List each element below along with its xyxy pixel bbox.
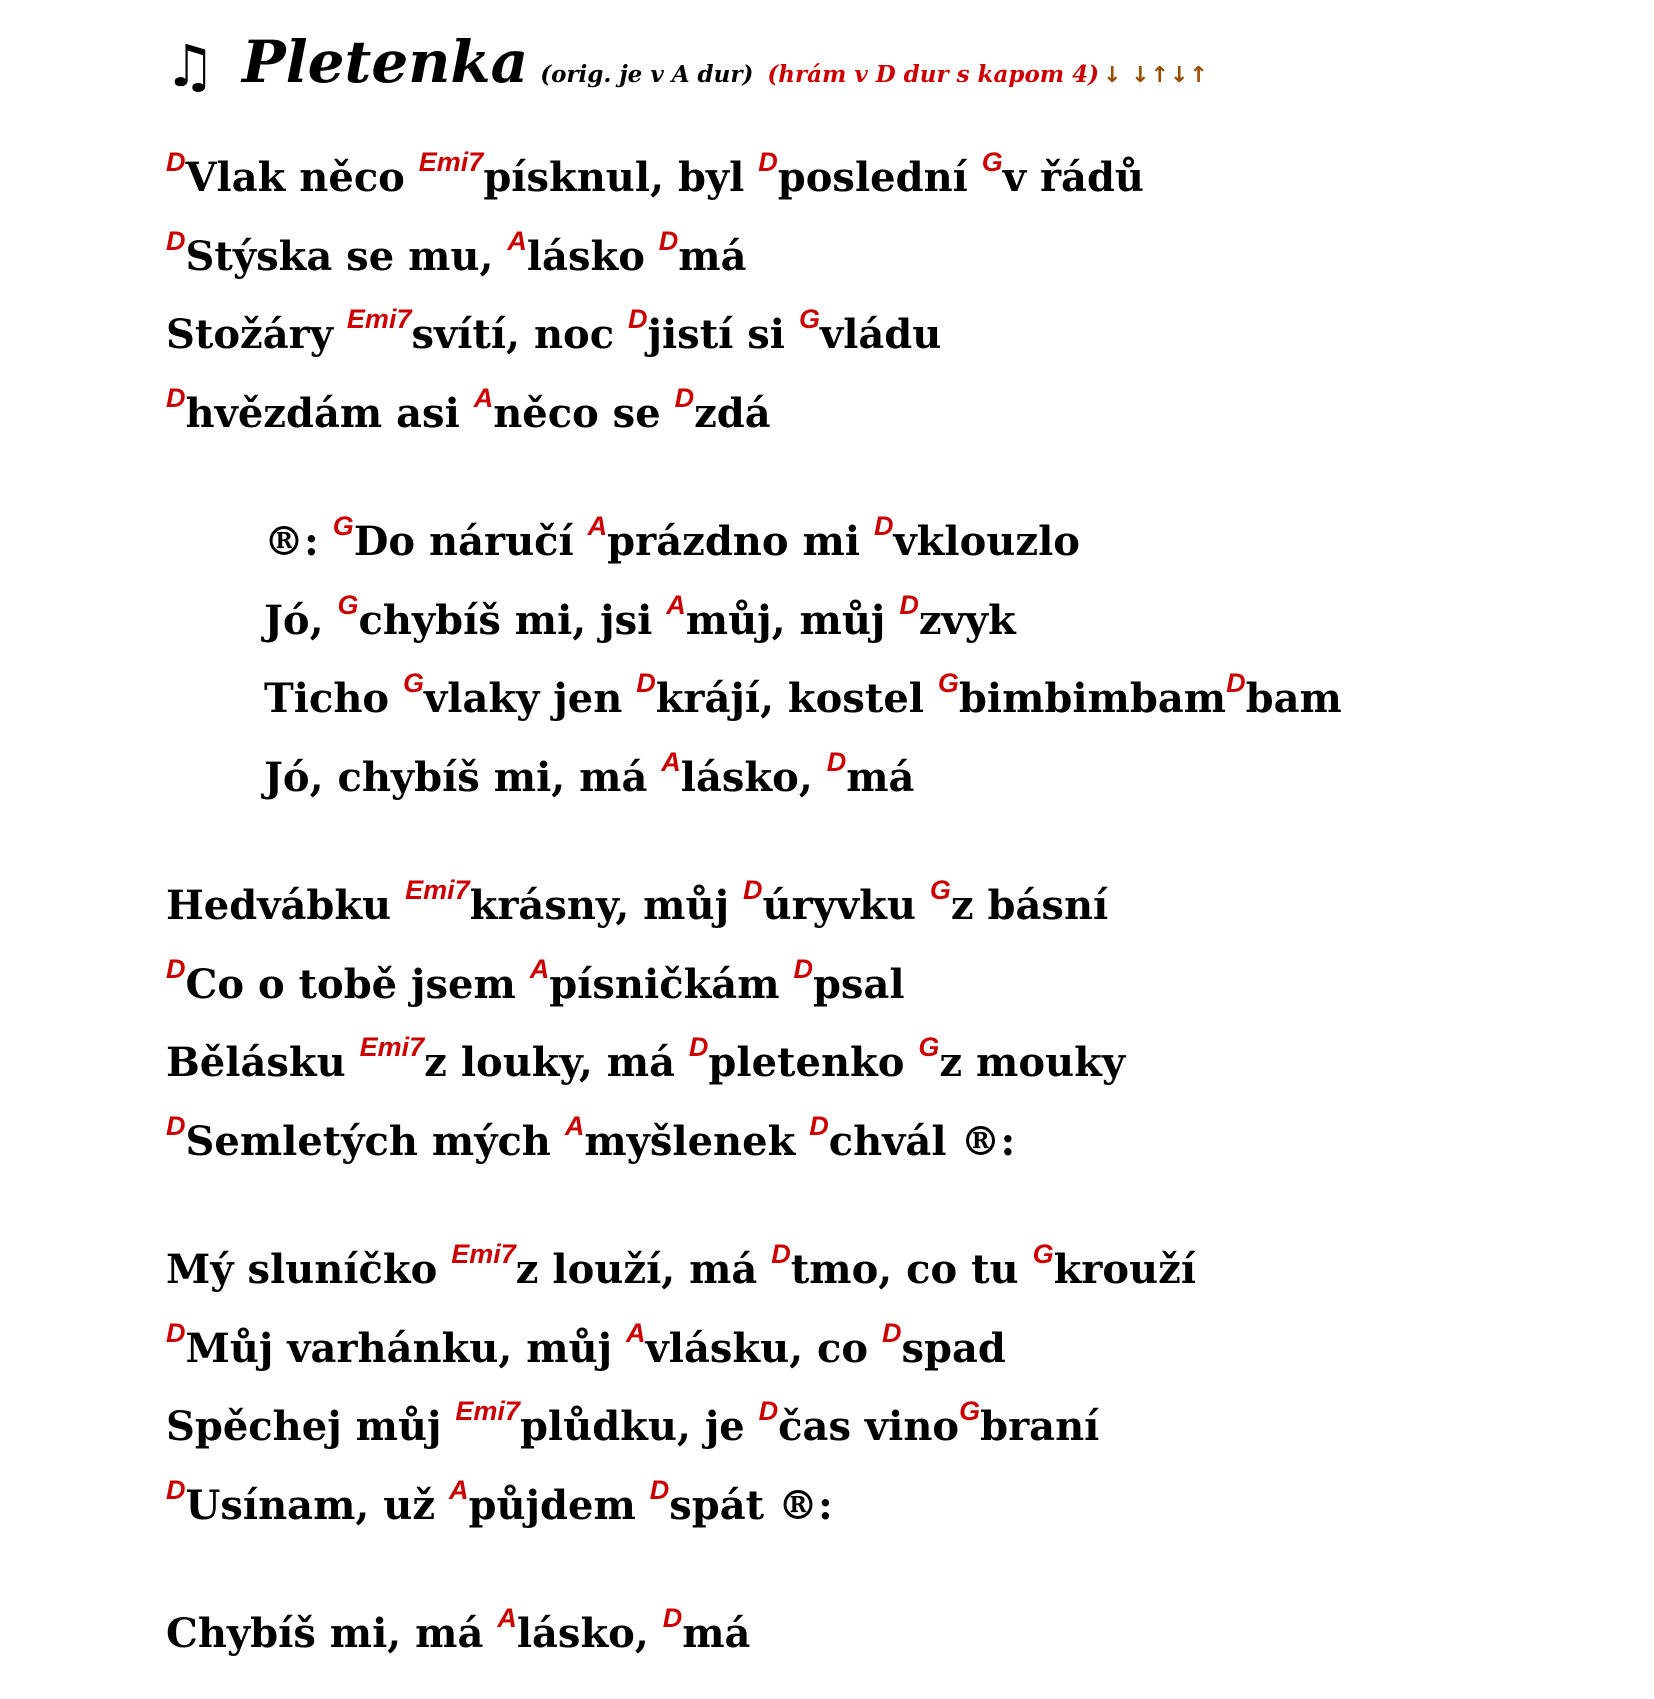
chord-label: G (981, 147, 1003, 177)
lyric-text: plůdku, je (519, 1403, 759, 1450)
lyric-text: spát ®: (669, 1481, 833, 1529)
chord-label: A (449, 1474, 469, 1505)
chord-label: D (809, 1110, 829, 1141)
play-key: (hrám v D dur s kapom 4) (767, 61, 1100, 88)
lyric-text: Hedvábku (166, 882, 406, 929)
chord-label: A (497, 1603, 517, 1633)
lyric-text: myšlenek (584, 1117, 810, 1165)
lyric-line (166, 1474, 833, 1529)
chord-label: D (882, 1317, 902, 1348)
chord-label: Emi7 (451, 1239, 516, 1269)
lyric-text: má (682, 1610, 751, 1657)
lyric-text: z mouky (939, 1039, 1126, 1086)
chord-label: Emi7 (359, 1032, 425, 1062)
chord-label: A (587, 511, 608, 541)
chord-label: G (1032, 1239, 1054, 1269)
chord-label: D (1226, 668, 1246, 698)
lyric-line (264, 746, 915, 801)
lyric-text: chybíš mi, jsi (358, 596, 667, 644)
chord-label: Emi7 (455, 1396, 520, 1426)
lyric-text: lásko (526, 232, 659, 280)
lyric-text: Co o tobě jsem (185, 960, 530, 1008)
chord-label: D (662, 1603, 683, 1633)
lyric-text: Stýska se mu, (185, 232, 508, 280)
lyric-text: hvězdám asi (185, 389, 474, 437)
lyric-text: půjdem (468, 1481, 650, 1529)
original-key: (orig. je v A dur) (540, 61, 754, 88)
lyric-text: svítí, noc (411, 311, 628, 358)
lyric-line (166, 1032, 1126, 1086)
lyric-text: Vlak něco (185, 154, 419, 201)
chord-label: D (899, 589, 919, 620)
lyric-text: Jó, (264, 596, 338, 644)
chord-label: Emi7 (346, 304, 412, 334)
lyric-text: spad (901, 1324, 1006, 1372)
chord-label: D (628, 304, 648, 334)
lyric-text: jistí si (647, 311, 799, 358)
chord-label: G (332, 511, 354, 541)
chord-label: D (743, 875, 763, 905)
lyric-text: Jó, chybíš mi, má (264, 753, 662, 801)
lyric-text: psal (812, 960, 905, 1008)
chord-label: D (873, 511, 894, 541)
lyric-text: úryvku (762, 882, 930, 929)
lyric-text: bam (1245, 675, 1342, 722)
lyric-text: Spěchej můj (166, 1403, 456, 1450)
lyric-text: z básní (950, 882, 1109, 929)
chord-label: D (166, 1110, 186, 1141)
lyric-line (166, 1396, 1100, 1450)
chord-label: G (403, 668, 425, 698)
music-note-icon: ♫ (164, 32, 216, 100)
lyric-text: Ticho (264, 675, 404, 722)
lyric-text: Usínam, už (185, 1481, 449, 1529)
lyric-text: ®: (264, 518, 333, 565)
strum-pattern: ↓ ↓↑↓↑ (1103, 63, 1209, 88)
lyric-line (166, 1239, 1197, 1293)
lyric-text: braní (980, 1403, 1100, 1450)
lyric-text: zvyk (918, 596, 1016, 644)
chord-label: A (626, 1317, 646, 1348)
lyric-line (166, 1317, 1006, 1372)
chord-label: D (166, 953, 186, 984)
lyric-text: vlásku, co (645, 1324, 883, 1372)
lyric-text: lásko, (680, 753, 827, 801)
lyric-line (264, 511, 1080, 565)
chord-label: D (758, 1396, 779, 1426)
chord-label: A (507, 225, 527, 256)
chord-label: D (166, 1474, 186, 1505)
lyric-text: bimbimbam (958, 675, 1227, 722)
lyric-text: z louky, má (424, 1039, 689, 1086)
lyric-text: má (846, 753, 915, 801)
lyric-text: poslední (777, 154, 982, 201)
chord-label: Emi7 (405, 875, 470, 905)
lyric-text: chvál ®: (828, 1117, 1016, 1165)
lyric-text: v řádů (1002, 154, 1144, 201)
lyric-text: prázdno mi (607, 518, 874, 565)
chord-label: A (564, 1110, 585, 1141)
lyric-text: vládu (819, 311, 942, 358)
chord-label: A (661, 746, 681, 777)
lyric-text: zdá (694, 389, 771, 437)
chord-label: G (337, 589, 359, 620)
lyric-text: vklouzlo (893, 518, 1080, 565)
lyric-text: má (678, 232, 747, 280)
lyric-line (264, 589, 1016, 644)
lyric-line (166, 304, 942, 358)
chord-label: A (473, 382, 494, 413)
chord-label: D (688, 1032, 709, 1062)
lyric-text: krájí, kostel (655, 675, 938, 722)
lyric-text: Bělásku (166, 1039, 360, 1086)
chord-label: D (758, 147, 778, 177)
lyric-text: něco se (493, 389, 675, 437)
chord-label: D (166, 382, 186, 413)
lyric-text: tmo, co tu (790, 1246, 1033, 1293)
lyric-text: Stožáry (166, 311, 347, 358)
lyric-line (166, 382, 771, 437)
song-title: Pletenka (242, 28, 529, 96)
lyric-line (264, 668, 1342, 722)
chord-label: A (666, 589, 686, 620)
lyric-text: Semletých mých (185, 1117, 565, 1165)
chord-label: G (929, 875, 951, 905)
chord-label: Emi7 (418, 147, 484, 177)
lyric-text: čas vino (778, 1403, 960, 1450)
lyric-line (166, 875, 1109, 929)
chord-label: D (166, 225, 186, 256)
chord-label: D (166, 1317, 186, 1348)
chord-label: G (937, 668, 959, 698)
lyric-text: Chybíš mi, má (166, 1610, 498, 1657)
lyric-text: pletenko (708, 1039, 919, 1086)
chord-label: G (918, 1032, 940, 1062)
lyric-text: krásny, můj (469, 882, 743, 929)
chord-label: D (166, 147, 186, 177)
chord-label: G (798, 304, 820, 334)
lyric-text: Mý sluníčko (166, 1246, 452, 1293)
chord-label: D (636, 668, 656, 698)
song-header (164, 28, 1209, 100)
chord-label: G (959, 1396, 981, 1426)
chord-label: D (826, 746, 847, 777)
lyric-line (166, 225, 747, 280)
lyric-text: písknul, byl (483, 154, 759, 201)
lyric-line (166, 953, 905, 1008)
lyric-line (166, 1110, 1016, 1165)
chord-label: D (649, 1474, 670, 1505)
lyric-text: krouží (1053, 1246, 1197, 1293)
lyric-text: písničkám (549, 960, 794, 1008)
chord-label: D (658, 225, 679, 256)
chord-label: A (529, 953, 550, 984)
chord-label: D (674, 382, 695, 413)
lyric-line (166, 1603, 751, 1657)
lyric-text: vlaky jen (424, 675, 637, 722)
lyric-line (166, 147, 1144, 201)
chord-label: D (771, 1239, 791, 1269)
lyric-text: Můj varhánku, můj (185, 1324, 627, 1372)
lyric-text: z louží, má (515, 1246, 772, 1293)
chord-label: D (793, 953, 813, 984)
lyric-text: můj, můj (685, 596, 900, 644)
lyric-text: lásko, (516, 1610, 663, 1657)
lyric-text: Do náručí (353, 518, 588, 565)
